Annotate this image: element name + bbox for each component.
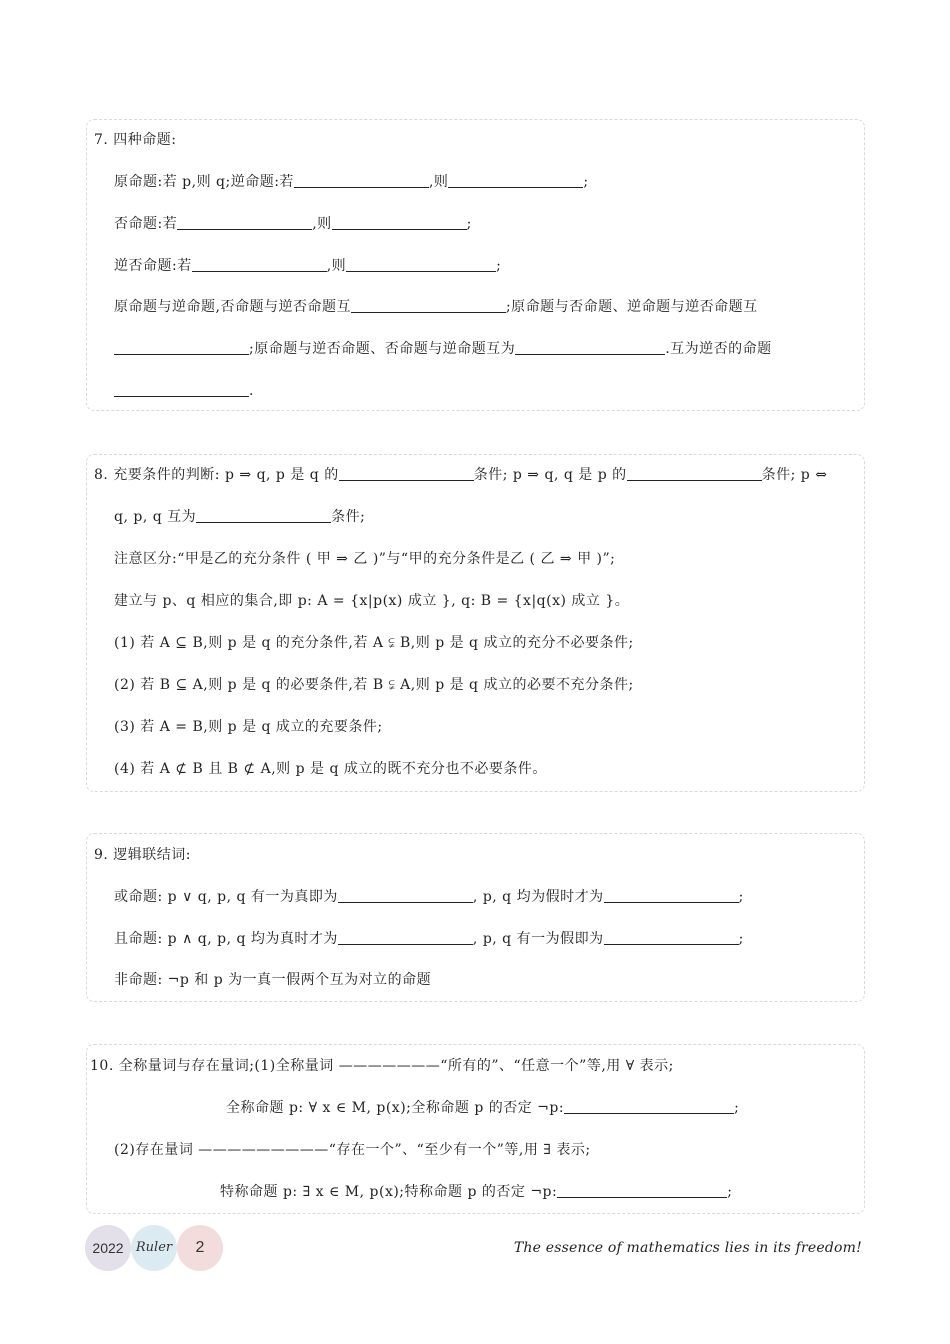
- blank[interactable]: [557, 1183, 727, 1198]
- s8-line4: 建立与 p、q 相应的集合,即 p: A = {x|p(x) 成立 }, q: B = {x|q(x) 成立 }。: [114, 593, 630, 609]
- s8-line3: 注意区分:“甲是乙的充分条件 ( 甲 ⇒ 乙 )”与“甲的充分条件是乙 ( 乙 ⇒ 甲 )”;: [114, 551, 616, 567]
- blank[interactable]: [294, 173, 429, 188]
- s7-line2: 否命题:若 ,则 ;: [114, 216, 472, 232]
- blank[interactable]: [196, 508, 331, 523]
- blank[interactable]: [177, 215, 312, 230]
- section-8-box: [86, 454, 865, 792]
- blank[interactable]: [338, 930, 473, 945]
- s8-line6: (2) 若 B ⊆ A,则 p 是 q 的必要条件,若 B ⫋ A,则 p 是 q 成立的必要不充分条件;: [114, 677, 634, 693]
- s7-title: 7. 四种命题:: [94, 132, 177, 148]
- s10-line2: 全称命题 p: ∀ x ∈ M, p(x);全称命题 p 的否定 ¬p: ;: [226, 1100, 740, 1116]
- footer-ruler-badge: Ruler: [131, 1225, 177, 1271]
- blank[interactable]: [351, 298, 506, 313]
- s9-line3: 非命题: ¬p 和 p 为一真一假两个互为对立的命题: [114, 972, 432, 988]
- blank[interactable]: [339, 466, 474, 481]
- s10-line4: 特称命题 p: ∃ x ∈ M, p(x);特称命题 p 的否定 ¬p: ;: [220, 1184, 733, 1200]
- blank[interactable]: [114, 382, 249, 397]
- blank[interactable]: [515, 340, 665, 355]
- blank[interactable]: [346, 257, 496, 272]
- s8-line1: 8. 充要条件的判断: p ⇒ q, p 是 q 的 条件; p ⇒ q, q 是 p 的 条件; p ⇔: [94, 467, 828, 483]
- s7-line3: 逆否命题:若 ,则 ;: [114, 258, 502, 274]
- s9-title: 9. 逻辑联结词:: [94, 847, 192, 863]
- s9-line1: 或命题: p ∨ q, p, q 有一为真即为 , p, q 均为假时才为 ;: [114, 889, 744, 905]
- s10-line1: 10. 全称量词与存在量词;(1)全称量词 ———————“所有的”、“任意一个”等,用 ∀ 表示;: [90, 1058, 674, 1074]
- s7-line1: 原命题:若 p,则 q;逆命题:若 ,则 ;: [114, 174, 589, 190]
- blank[interactable]: [604, 888, 739, 903]
- s7-line5: ;原命题与逆否命题、否命题与逆命题互为 .互为逆否的命题: [114, 339, 772, 359]
- s7-line4: 原命题与逆命题,否命题与逆否命题互 ;原命题与否命题、逆命题与逆否命题互: [114, 299, 758, 315]
- s8-line2: q, p, q 互为 条件;: [114, 509, 366, 525]
- s8-line7: (3) 若 A = B,则 p 是 q 成立的充要条件;: [114, 719, 383, 735]
- blank[interactable]: [114, 340, 249, 355]
- blank[interactable]: [448, 173, 583, 188]
- blank[interactable]: [332, 215, 467, 230]
- blank[interactable]: [564, 1099, 734, 1114]
- blank[interactable]: [627, 466, 762, 481]
- s7-line6: .: [114, 381, 254, 401]
- s8-line5: (1) 若 A ⊆ B,则 p 是 q 的充分条件,若 A ⫋ B,则 p 是 q 成立的充分不必要条件;: [114, 635, 634, 651]
- s10-line3: (2)存在量词 —————————“存在一个”、“至少有一个”等,用 ∃ 表示;: [114, 1142, 591, 1158]
- s9-line2: 且命题: p ∧ q, p, q 均为真时才为 , p, q 有一为假即为 ;: [114, 931, 744, 947]
- footer-motto: The essence of mathematics lies in its freedom!: [513, 1240, 862, 1256]
- blank[interactable]: [338, 888, 473, 903]
- footer-page-number: 2: [177, 1225, 223, 1271]
- s8-line8: (4) 若 A ⊄ B 且 B ⊄ A,则 p 是 q 成立的既不充分也不必要条件。: [114, 761, 547, 777]
- blank[interactable]: [192, 257, 327, 272]
- footer-year-badge: 2022: [85, 1225, 131, 1271]
- blank[interactable]: [604, 930, 739, 945]
